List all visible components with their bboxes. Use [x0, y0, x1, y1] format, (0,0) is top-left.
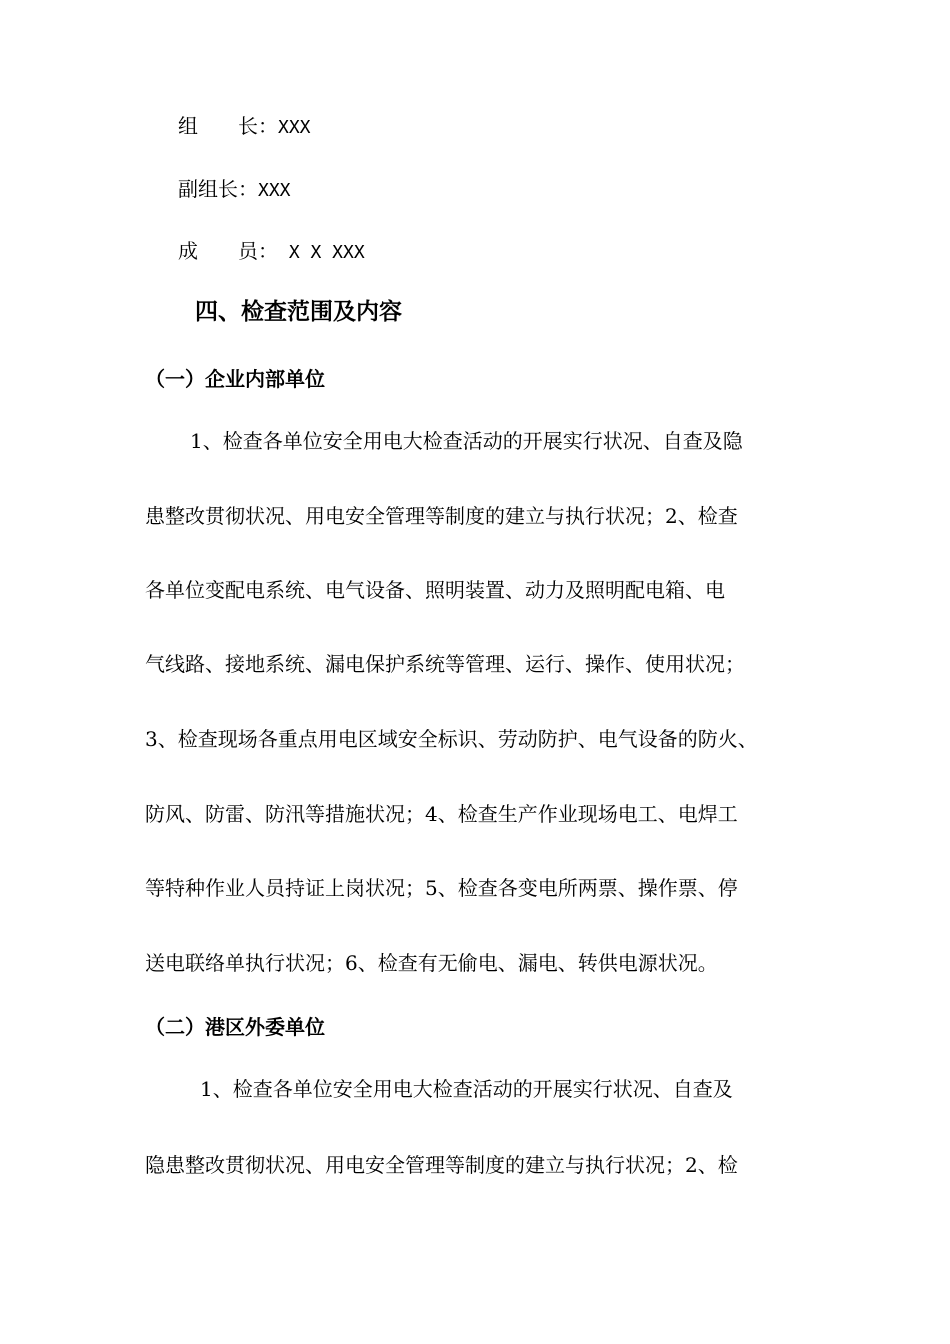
paragraph-line: 3、检查现场各重点用电区域安全标识、劳动防护、电气设备的防火、	[145, 727, 758, 751]
team-members-line	[178, 238, 365, 266]
paragraph-line: 送电联络单执行状况；6、检查有无偷电、漏电、转供电源状况。	[145, 951, 718, 975]
paragraph-line: 气线路、接地系统、漏电保护系统等管理、运行、操作、使用状况；	[145, 652, 745, 676]
paragraph-line: 等特种作业人员持证上岗状况；5、检查各变电所两票、操作票、停	[145, 876, 738, 900]
paragraph-line: 各单位变配电系统、电气设备、照明装置、动力及照明配电箱、电	[145, 578, 725, 602]
subsection-title-internal: （一）企业内部单位	[145, 367, 325, 391]
section-title: 四、检查范围及内容	[195, 299, 402, 325]
team-deputy-line	[178, 176, 291, 204]
paragraph-line: 隐患整改贯彻状况、用电安全管理等制度的建立与执行状况；2、检	[145, 1153, 738, 1177]
team-members-value: X X XXX	[278, 242, 365, 263]
paragraph-line: 1、检查各单位安全用电大检查活动的开展实行状况、自查及隐	[190, 429, 743, 453]
team-deputy-label: 副组长：	[178, 177, 258, 201]
team-members-label: 成 员：	[178, 239, 278, 263]
team-leader-label: 组 长：	[178, 114, 278, 138]
team-leader-line	[178, 113, 311, 141]
team-deputy-value: XXX	[258, 180, 291, 201]
team-leader-value: XXX	[278, 117, 311, 138]
paragraph-line: 1、检查各单位安全用电大检查活动的开展实行状况、自查及	[200, 1077, 733, 1101]
paragraph-line: 患整改贯彻状况、用电安全管理等制度的建立与执行状况；2、检查	[145, 504, 738, 528]
subsection-title-external: （二）港区外委单位	[145, 1015, 325, 1039]
paragraph-line: 防风、防雷、防汛等措施状况；4、检查生产作业现场电工、电焊工	[145, 802, 738, 826]
